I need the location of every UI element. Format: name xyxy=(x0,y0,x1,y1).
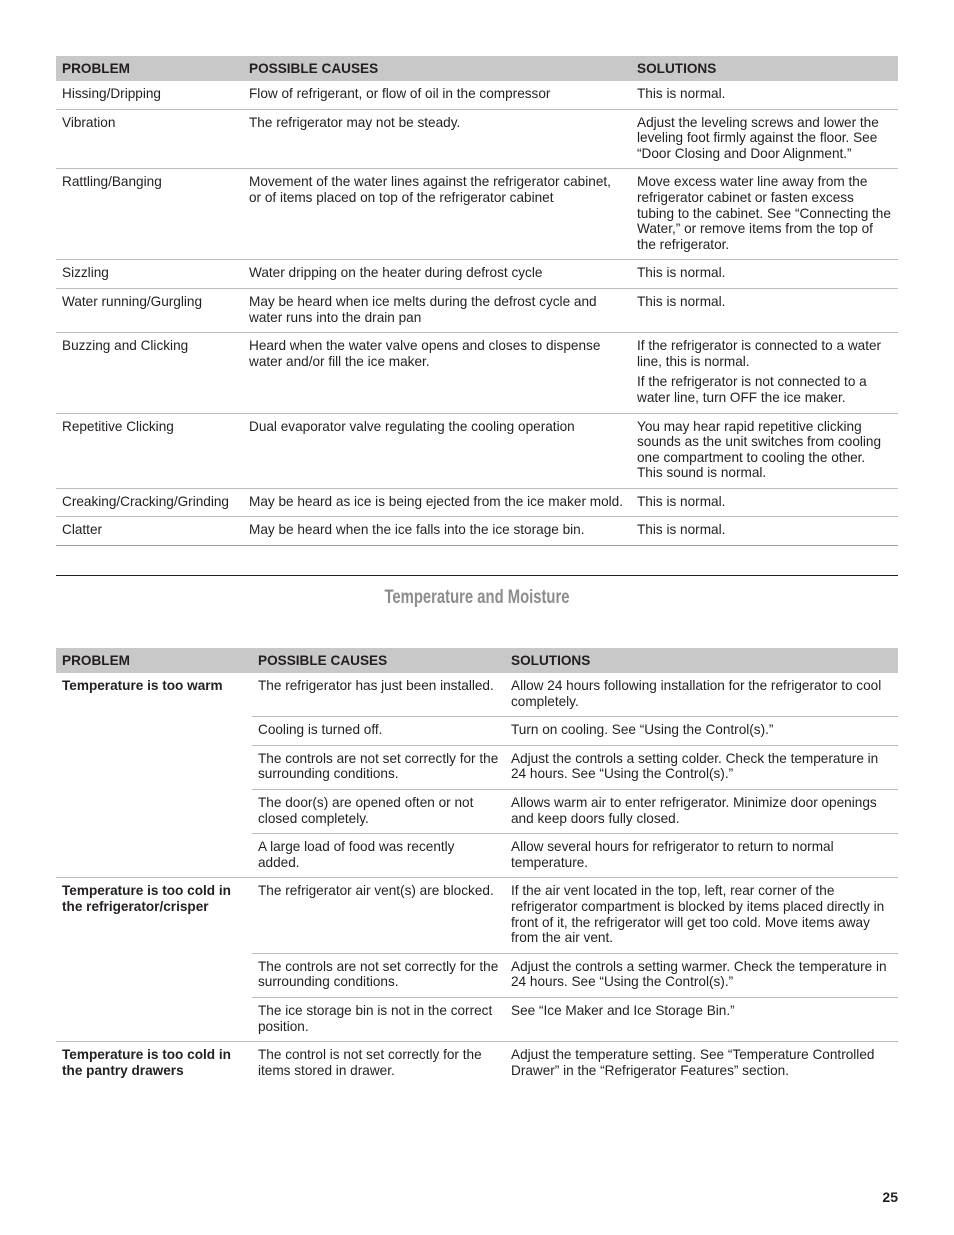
problem-cell: Creaking/Cracking/Grinding xyxy=(56,488,243,517)
header-possible-causes: POSSIBLE CAUSES xyxy=(243,56,631,81)
table-row xyxy=(56,1042,898,1086)
solution-cell xyxy=(631,413,898,488)
cause-cell: The refrigerator may not be steady. xyxy=(243,109,631,169)
problem-cell: Water running/Gurgling xyxy=(56,288,243,332)
cause-cell: Water dripping on the heater during defrost cycle xyxy=(243,260,631,289)
solution-text: This is normal. xyxy=(637,265,726,281)
cause-cell: The refrigerator has just been installed. xyxy=(252,673,505,717)
table-row xyxy=(56,673,898,717)
table-row xyxy=(56,81,898,109)
solution-text: This is normal. xyxy=(637,522,726,538)
solution-cell: Adjust the controls a setting warmer. Check the temperature in 24 hours. See “Using the Control(s).” xyxy=(505,953,898,997)
problem-cell xyxy=(56,834,252,878)
section-divider xyxy=(56,575,898,576)
cause-cell: The controls are not set correctly for the surrounding conditions. xyxy=(252,953,505,997)
cause-cell: Dual evaporator valve regulating the cooling operation xyxy=(243,413,631,488)
header-solutions: SOLUTIONS xyxy=(631,56,898,81)
problem-cell xyxy=(56,997,252,1041)
solution-cell: Adjust the controls a setting colder. Check the temperature in 24 hours. See “Using the Control(s).” xyxy=(505,745,898,789)
solution-cell xyxy=(631,288,898,332)
cause-cell: The controls are not set correctly for the surrounding conditions. xyxy=(252,745,505,789)
table-row xyxy=(56,834,898,878)
problem-cell: Repetitive Clicking xyxy=(56,413,243,488)
table-row xyxy=(56,997,898,1041)
solution-cell xyxy=(631,260,898,289)
problem-cell: Hissing/Dripping xyxy=(56,81,243,109)
table-row xyxy=(56,413,898,488)
problem-cell: Temperature is too cold in the refrigerator/crisper xyxy=(62,883,231,914)
cause-cell: Heard when the water valve opens and closes to dispense water and/or fill the ice maker. xyxy=(243,333,631,413)
solution-cell: Allow several hours for refrigerator to return to normal temperature. xyxy=(505,834,898,878)
problem-cell: Buzzing and Clicking xyxy=(56,333,243,413)
problem-cell xyxy=(56,745,252,789)
table-row xyxy=(56,953,898,997)
table-row xyxy=(56,169,898,260)
cause-cell: May be heard when ice melts during the defrost cycle and water runs into the drain pan xyxy=(243,288,631,332)
header-problem: PROBLEM xyxy=(56,648,252,673)
table-row xyxy=(56,260,898,289)
solution-cell: Allow 24 hours following installation for the refrigerator to cool completely. xyxy=(505,673,898,717)
table-row xyxy=(56,745,898,789)
table-row xyxy=(56,488,898,517)
cause-cell: May be heard as ice is being ejected from the ice maker mold. xyxy=(243,488,631,517)
table-row xyxy=(56,878,898,953)
solution-cell: Adjust the temperature setting. See “Temperature Controlled Drawer” in the “Refrigerator Features” section. xyxy=(511,1047,875,1078)
cause-cell: The refrigerator air vent(s) are blocked. xyxy=(252,878,505,953)
solution-cell: If the air vent located in the top, left, rear corner of the refrigerator compartment is blocked by items placed directly in front of it, the refrigerator will get too cold. Move items away from the air vent. xyxy=(505,878,898,953)
solution-cell: Turn on cooling. See “Using the Control(s).” xyxy=(505,717,898,746)
solution-text: Adjust the leveling screws and lower the leveling foot firmly against the floor. See “Door Closing and Door Alignment.” xyxy=(637,114,879,161)
cause-cell: Cooling is turned off. xyxy=(252,717,505,746)
problem-cell: Clatter xyxy=(56,517,243,546)
cause-cell: The door(s) are opened often or not closed completely. xyxy=(252,789,505,833)
problem-cell: Temperature is too cold in the pantry drawers xyxy=(62,1047,231,1078)
cause-cell: A large load of food was recently added. xyxy=(252,834,505,878)
page-number: 25 xyxy=(882,1189,898,1205)
temperature-troubleshooting-table xyxy=(56,648,898,1085)
solution-text: This is normal. xyxy=(637,293,726,309)
solution-text: If the refrigerator is not connected to a water line, turn OFF the ice maker. xyxy=(637,374,867,405)
problem-cell: Rattling/Banging xyxy=(56,169,243,260)
header-solutions: SOLUTIONS xyxy=(505,648,898,673)
solution-text: This is normal. xyxy=(637,493,726,509)
solution-text: This is normal. xyxy=(637,86,726,101)
solution-cell xyxy=(631,333,898,413)
section-title: Temperature and Moisture xyxy=(384,587,570,608)
problem-cell: Temperature is too warm xyxy=(62,678,223,693)
table-row xyxy=(56,789,898,833)
table-row xyxy=(56,517,898,546)
solution-cell xyxy=(631,109,898,169)
cause-cell: Flow of refrigerant, or flow of oil in the compressor xyxy=(243,81,631,109)
solution-cell xyxy=(631,81,898,109)
problem-cell xyxy=(56,717,252,746)
solution-cell xyxy=(631,517,898,546)
problem-cell xyxy=(56,789,252,833)
table-header-row xyxy=(56,56,898,81)
problem-cell: Vibration xyxy=(56,109,243,169)
solution-cell xyxy=(631,169,898,260)
table-header-row xyxy=(56,648,898,673)
cause-cell: May be heard when the ice falls into the ice storage bin. xyxy=(243,517,631,546)
header-possible-causes: POSSIBLE CAUSES xyxy=(252,648,505,673)
table-row xyxy=(56,288,898,332)
solution-text: You may hear rapid repetitive clicking sounds as the unit switches from cooling one compartment to cooling the other. This sound is normal. xyxy=(637,418,882,481)
solution-text: Move excess water line away from the refrigerator cabinet or fasten excess tubing to the cabinet. See “Connecting the Water,” or remove items from the top of the refrigerator. xyxy=(637,174,891,252)
problem-cell xyxy=(56,953,252,997)
solution-cell: Allows warm air to enter refrigerator. Minimize door openings and keep doors fully closed. xyxy=(505,789,898,833)
solution-text: If the refrigerator is connected to a water line, this is normal. xyxy=(637,338,882,369)
problem-cell: Sizzling xyxy=(56,260,243,289)
cause-cell: The control is not set correctly for the items stored in drawer. xyxy=(258,1047,482,1078)
noise-troubleshooting-table xyxy=(56,56,898,546)
table-row xyxy=(56,333,898,413)
solution-cell xyxy=(631,488,898,517)
table-row xyxy=(56,717,898,746)
cause-cell: The ice storage bin is not in the correct position. xyxy=(252,997,505,1041)
cause-cell: Movement of the water lines against the refrigerator cabinet, or of items placed on top of the refrigerator cabinet xyxy=(243,169,631,260)
table-row xyxy=(56,109,898,169)
solution-cell: See “Ice Maker and Ice Storage Bin.” xyxy=(505,997,898,1041)
header-problem: PROBLEM xyxy=(56,56,243,81)
